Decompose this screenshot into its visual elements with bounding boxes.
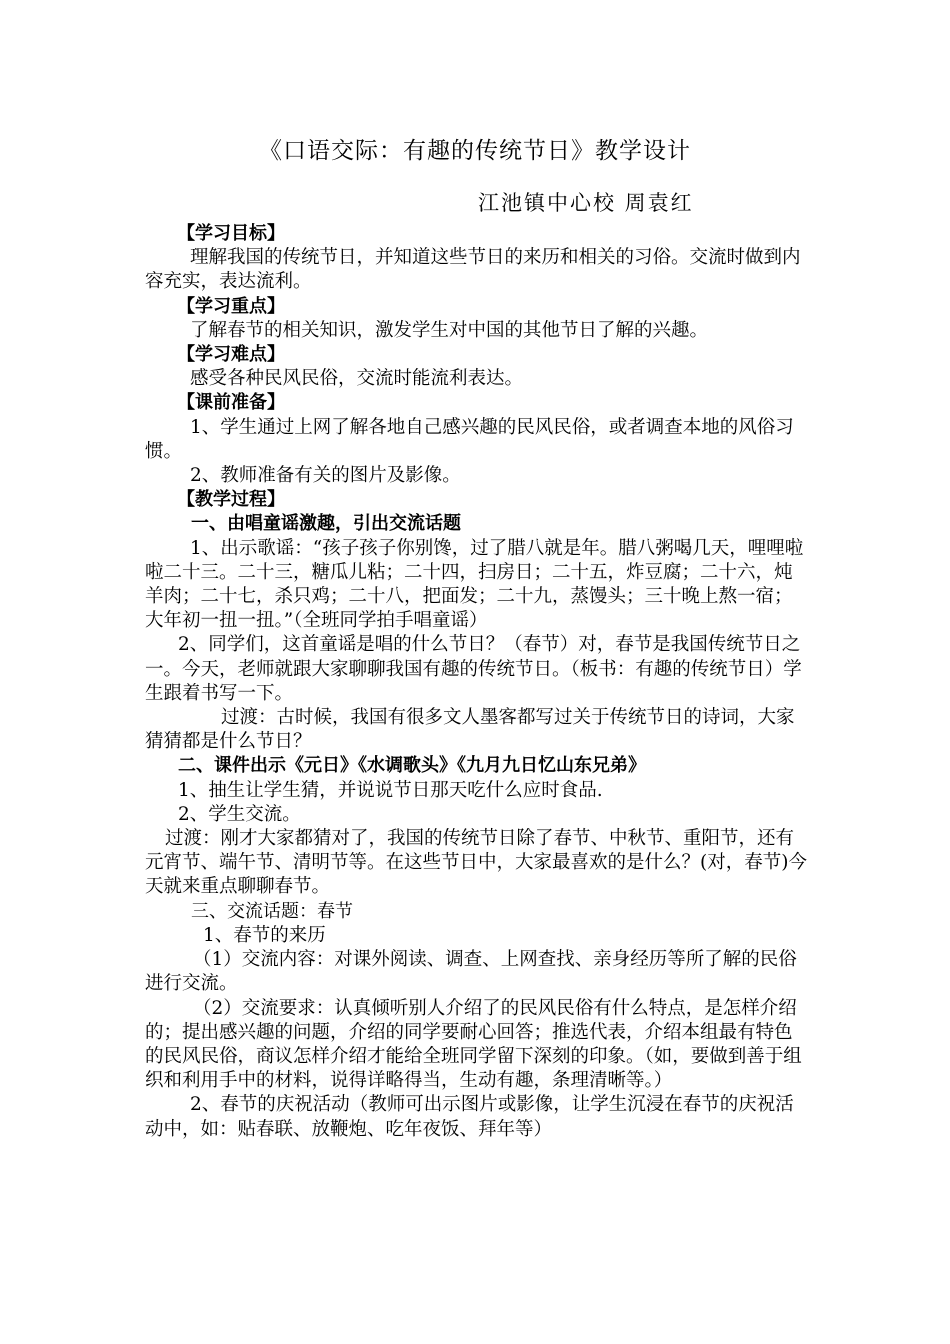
document-title: 《口语交际：有趣的传统节日》教学设计 <box>259 138 691 164</box>
section-1-transition: 过渡：古时候，我国有很多文人墨客都写过关于传统节日的诗词，大家猜猜都是什么节日？ <box>145 707 795 753</box>
section-2-paragraph-1: 1、抽生让学生猜，并说说节日那天吃什么应时食品. <box>178 779 603 801</box>
section-2-heading: 二、课件出示《元日》《水调歌头》《九月九日忆山东兄弟》 <box>178 755 646 777</box>
section-3-subheading-1: 1、春节的来历 <box>203 924 326 946</box>
goal-heading: 【学习目标】 <box>177 223 285 244</box>
section-3-paragraph-2: （2）交流要求：认真倾听别人介绍了的民风民俗有什么特点，是怎样介绍的；提出感兴趣的问题，介绍的同学要耐心回答；推选代表，介绍本组最有特色的民风民俗，商议怎样介绍才能给全班同学留下深刻的印象。（如，要做到善于组织和利用手中的材料，说得详略得当，生动有趣，条理清晰等。） <box>145 997 802 1092</box>
prep-heading: 【课前准备】 <box>177 392 285 414</box>
difficulty-heading: 【学习难点】 <box>177 344 285 366</box>
section-3-paragraph-1: （1）交流内容：对课外阅读、调查、上网查找、亲身经历等所了解的民俗进行交流。 <box>145 949 797 995</box>
focus-text: 了解春节的相关知识，激发学生对中国的其他节日了解的兴趣。 <box>190 319 709 341</box>
focus-heading: 【学习重点】 <box>177 295 285 317</box>
section-3-paragraph-3: 2、春节的庆祝活动（教师可出示图片或影像，让学生沉浸在春节的庆祝活动中，如：贴春联、放鞭炮、吃年夜饭、拜年等） <box>145 1094 794 1140</box>
section-1-paragraph-1: 1、出示歌谣：“孩子孩子你别馋，过了腊八就是年。腊八粥喝几天，哩哩啦啦二十三。二十三，糖瓜儿粘；二十四，扫房日；二十五，炸豆腐；二十六，炖羊肉；二十七，杀只鸡；二十八，把面发；二十九，蒸馒头；三十晚上熬一宿；大年初一扭一扭。”（全班同学拍手唱童谣） <box>145 537 804 632</box>
prep-item-2: 2、教师准备有关的图片及影像。 <box>190 465 461 487</box>
goal-text: 理解我国的传统节日，并知道这些节日的来历和相关的习俗。交流时做到内容充实，表达流利。 <box>145 247 801 293</box>
document-body <box>145 222 807 1142</box>
section-1-paragraph-2: 2、同学们，这首童谣是唱的什么节日？（春节）对，春节是我国传统节日之一。今天，老师就跟大家聊聊我国有趣的传统节日。（板书：有趣的传统节日）学生跟着书写一下。 <box>145 634 802 704</box>
process-heading: 【教学过程】 <box>177 489 285 511</box>
section-1-heading: 一、由唱童谣激趣，引出交流话题 <box>191 513 461 535</box>
author-line: 江池镇中心校 周袁红 <box>478 191 694 215</box>
section-2-paragraph-2: 2、学生交流。 <box>178 803 301 825</box>
section-2-transition: 过渡：刚才大家都猜对了，我国的传统节日除了春节、中秋节、重阳节，还有元宵节、端午节、清明节等。在这些节日中，大家最喜欢的是什么？(对，春节)今天就来重点聊聊春节。 <box>145 828 807 898</box>
difficulty-text: 感受各种民风民俗，交流时能流利表达。 <box>190 368 524 390</box>
section-3-heading: 三、交流话题：春节 <box>191 900 353 922</box>
prep-item-1: 1、学生通过上网了解各地自己感兴趣的民风民俗，或者调查本地的风俗习惯。 <box>145 416 794 462</box>
